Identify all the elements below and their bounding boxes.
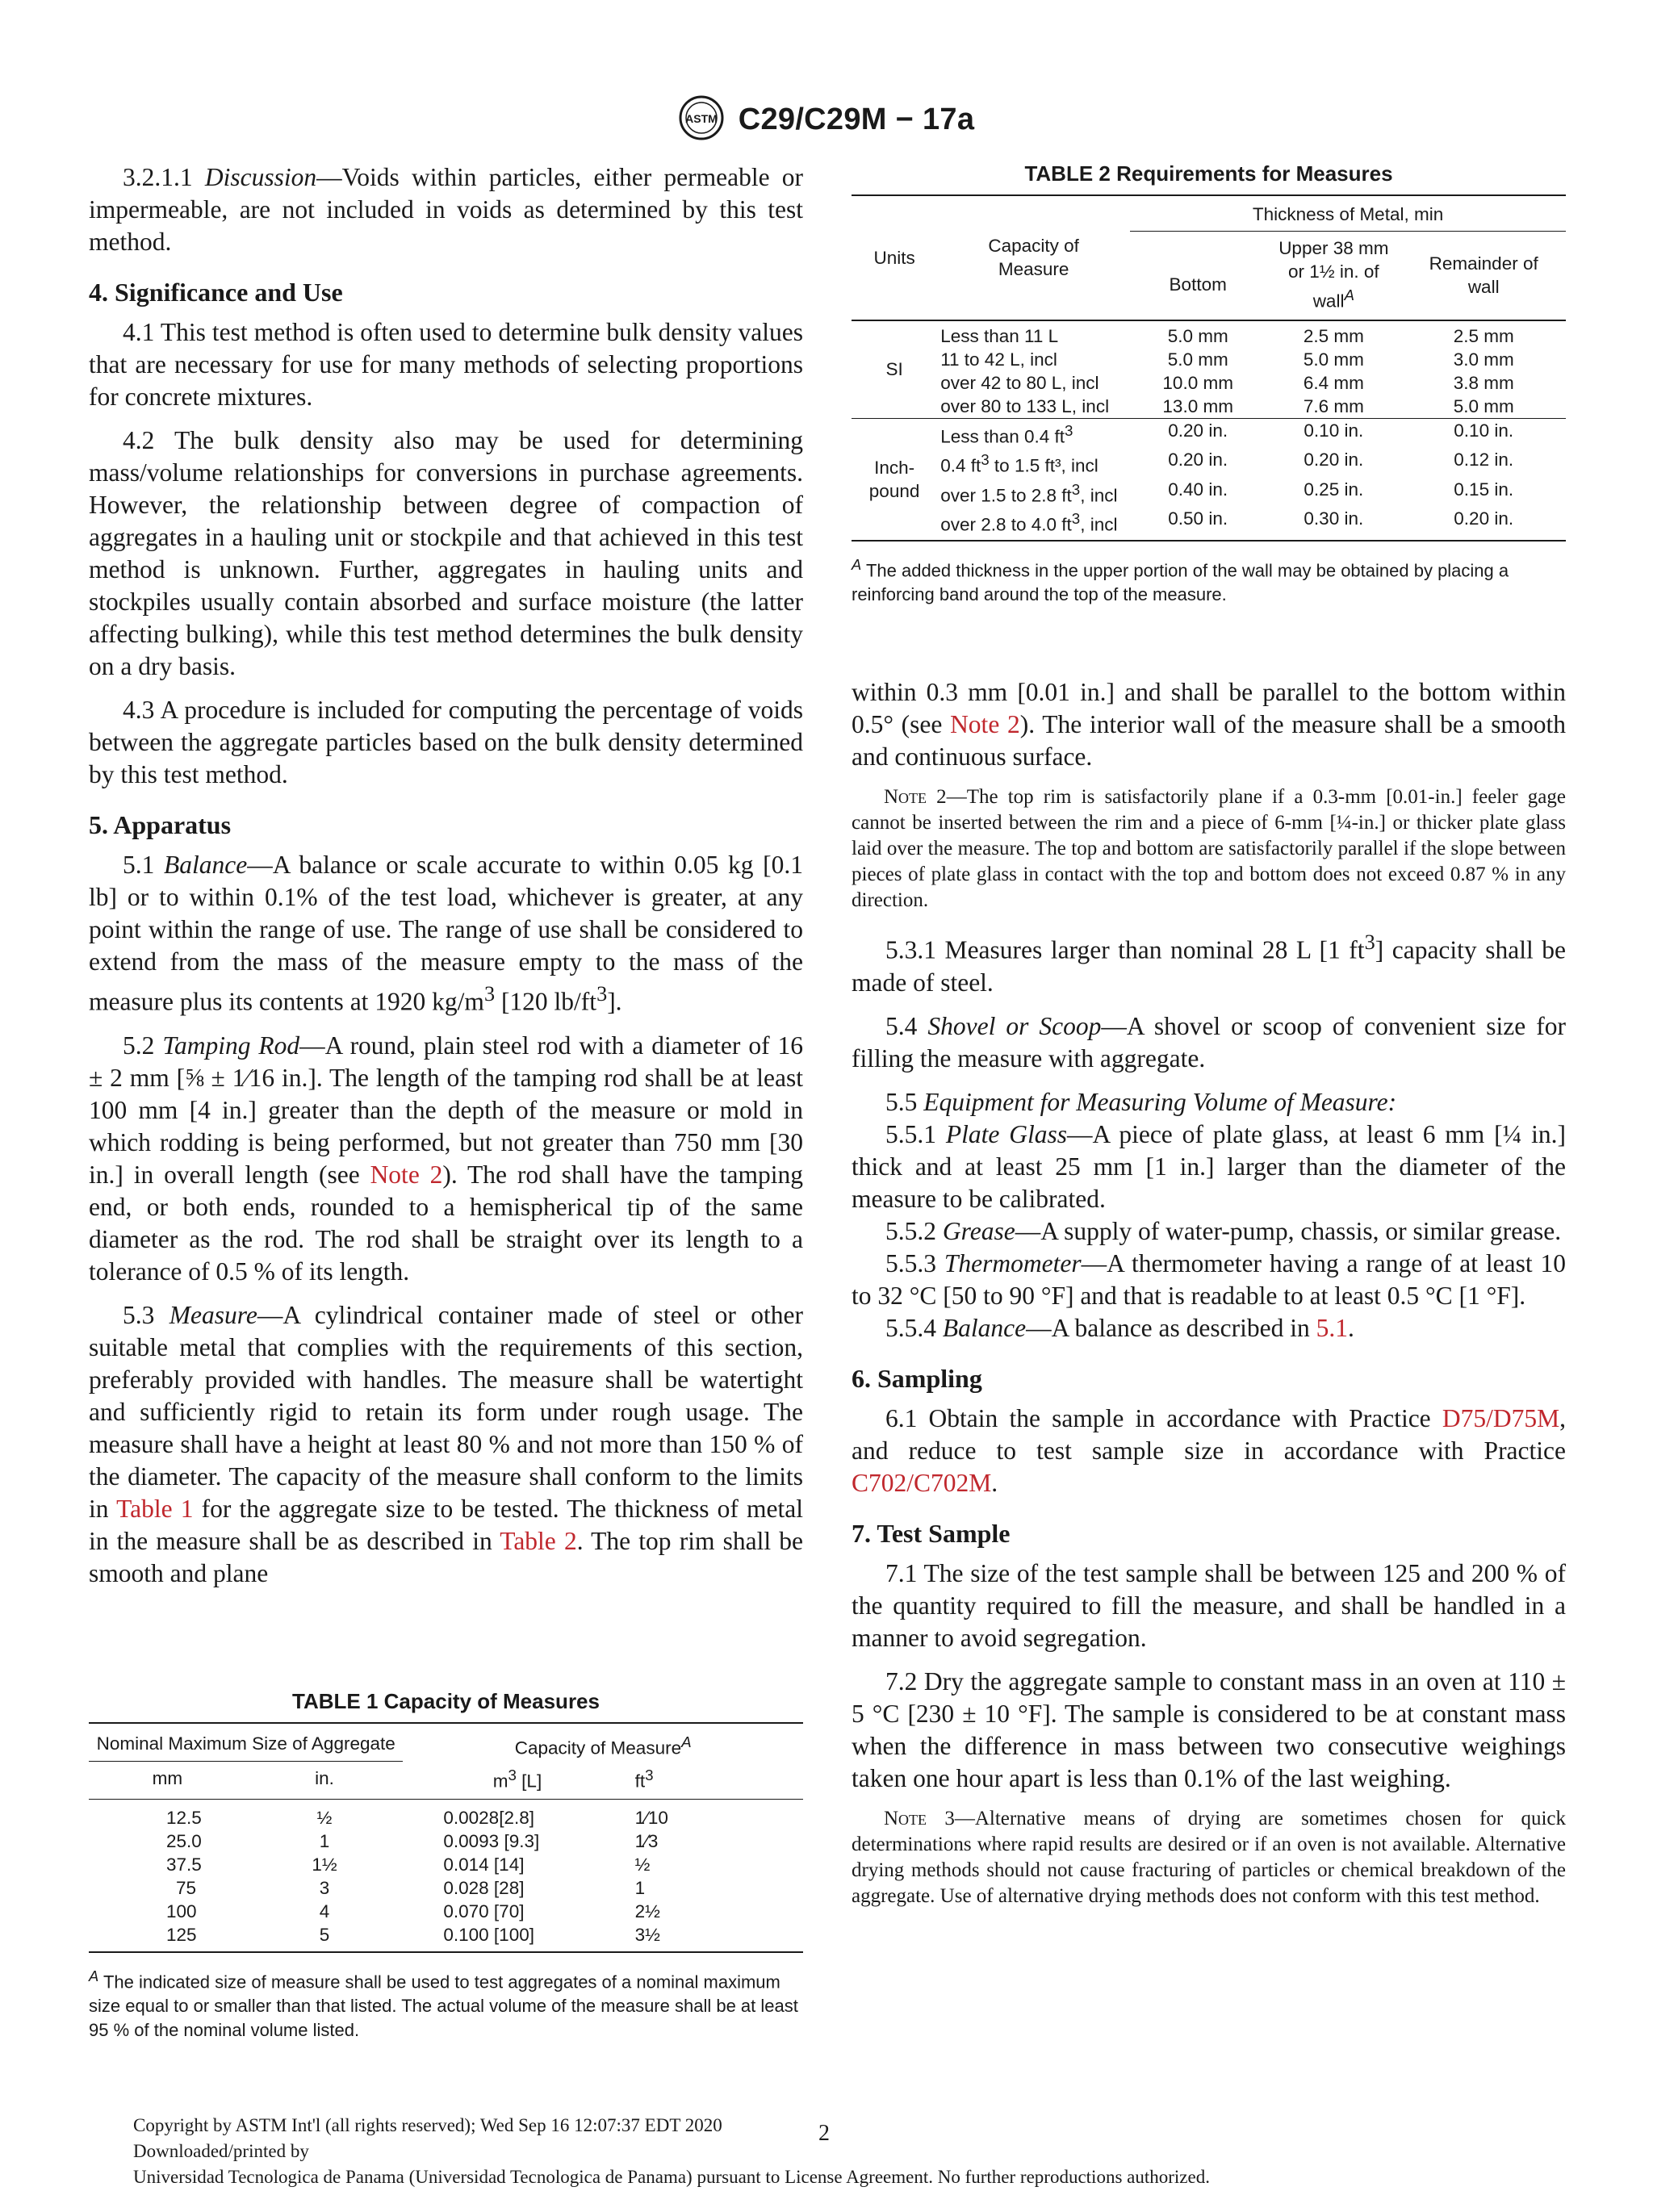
t2-head-upper: Upper 38 mm or 1½ in. of wall$^A$: [1278, 238, 1389, 312]
t1-sub-in: in.: [315, 1767, 334, 1788]
left-column: [89, 161, 803, 1590]
table-row: 0.4 $ft^3$ to 1.5 ft³, incl 0.20 in. 0.20 in. 0.12 in.: [940, 450, 1514, 476]
paragraph-7-1: 7.1 The size of the test sample shall be between 125 and 200 % of the quantity required to fill the measure, and shall be handled in a manner to avoid segregation.: [852, 1558, 1566, 1652]
paragraph-5-1: 5.1 Balance—A balance or scale accurate to within 0.05 kg [0.1 lb] or to within 0.1% of the test load, whichever is greater, at any point within the range of use. The range of use shall be considered to extend from the mass of the measure empty to the mass of the measure plus its contents at 1920 $kg/m^3$ [120 $lb/ft^3$].: [89, 851, 804, 1016]
t2-head-thickness: Thickness of Metal, min: [1130, 195, 1566, 232]
footer-line-1: Copyright by ASTM Int'l (all rights reserved); Wed Sep 16 12:07:37 EDT 2020: [133, 2115, 722, 2135]
table-row: 25.0 1 0.0093 [9.3] 1⁄3: [166, 1831, 659, 1851]
note-2: Note 2—The top rim is satisfactorily plane if a 0.3-mm [0.01-in.] feeler gage cannot be inserted between the rim and a piece of 6-mm [¼-in.] or thicker plate glass laid over the measure. The top and bottom are satisfactorily parallel if the slope between pieces of plate glass in contact with the top and bottom does not exceed 0.87 % in any direction.: [852, 786, 1566, 911]
document-designation: C29/C29M − 17a: [738, 102, 975, 136]
t1-body: [89, 1800, 803, 1953]
table-row: 37.5 1½ 0.014 [14] ½: [166, 1854, 651, 1875]
table-row: over 1.5 to 2.8 $ft^3$, incl 0.40 in. 0.25 in. 0.15 in.: [940, 479, 1514, 505]
t2-si-label: SI: [885, 359, 903, 379]
t1-sub-ft3: $ft^3$: [634, 1766, 654, 1791]
table-row: 100 4 0.070 [70] 2½: [166, 1901, 660, 1921]
paragraph-7-2: 7.2 Dry the aggregate sample to constant mass in an oven at 110 ± 5 °C [230 ± 10 °F]. The sample is considered to be at constant mass when the difference in mass between two consecutive weighings taken one hour apart is less than 0.1% of the last weighing.: [852, 1666, 1566, 1792]
t1-head-capacity: Capacity of Measure$^A$: [514, 1733, 692, 1758]
paragraph-5-5-3: 5.5.3 Thermometer—A thermometer having a range of at least 10 to 32 °C [50 to 90 °F] and that is readable to at least 0.5 °C [1 °F].: [852, 1248, 1566, 1310]
t2-head-remainder: Remainder of wall: [1429, 253, 1538, 298]
note-2-link-2[interactable]: Note 2: [950, 710, 1020, 738]
paragraph-4-2: 4.2 The bulk density also may be used for determining mass/volume relationships for conversions in purchase agreements. However, the relationship between degree of compaction of aggregates in a hauling unit or stockpile and that achieved in this test method is unknown. Further, aggregates in hauling units and stockpiles usually contain absorbed and surface moisture (the latter affecting bulking), while this test method determines the bulk density on a dry basis.: [89, 426, 803, 680]
note-2-link[interactable]: Note 2: [370, 1160, 443, 1189]
section-5-heading: 5. Apparatus: [89, 810, 232, 839]
paragraph-6-1: 6.1 Obtain the sample in accordance with Practice D75/D75M, and reduce to test sample size in accordance with Practice C702/C702M.: [852, 1403, 1566, 1497]
paragraph-5-5: 5.5 Equipment for Measuring Volume of Measure:: [885, 1087, 1397, 1116]
table-row: 125 5 0.100 [100] 3½: [166, 1925, 660, 1945]
section-7-heading: 7. Test Sample: [852, 1518, 1011, 1548]
t2-ip-label: Inch- pound: [868, 457, 920, 501]
t2-ip-group: [852, 418, 1566, 541]
paragraph-5-5-2: 5.5.2 Grease—A supply of water-pump, chassis, or similar grease.: [885, 1216, 1562, 1245]
paragraph-5-3: 5.3 Measure—A cylindrical container made of steel or other suitable metal that complies with the requirements of this section, preferably provided with handles. The measure shall be watertight and sufficiently rigid to retain its form under rough usage. The measure shall have a height at least 80 % and not more than 150 % of the diameter. The capacity of the measure shall conform to the limits in Table 1 for the aggregate size to be tested. The thickness of metal in the measure shall be as described in Table 2. The top rim shall be smooth and plane: [89, 1300, 804, 1587]
paragraph-5-5-1: 5.5.1 Plate Glass—A piece of plate glass, at least 6 mm [¼ in.] thick and at least 25 mm [1 in.] larger than the diameter of the measure to be calibrated.: [852, 1119, 1567, 1213]
table-2-caption: TABLE 2 Requirements for Measures: [1024, 161, 1393, 186]
table-2-link[interactable]: Table 2: [500, 1526, 577, 1555]
table-1-footnote: $^A$ The indicated size of measure shall be used to test aggregates of a nominal maximum size equal to or smaller than that listed. The actual volume of the measure shall be at least 95 % of the nominal volume listed.: [89, 1967, 798, 2041]
astm-logo-icon: [679, 95, 724, 144]
paragraph-4-3: 4.3 A procedure is included for computing the percentage of voids between the aggregate particles based on the bulk density determined by this test method.: [89, 696, 803, 788]
page-number: 2: [818, 2121, 830, 2146]
t2-si-group: [852, 320, 1566, 419]
section-4-heading: 4. Significance and Use: [89, 278, 343, 307]
table-row: over 80 to 133 L, incl 13.0 mm 7.6 mm 5.0 mm: [940, 395, 1514, 416]
t1-head-size: Nominal Maximum Size of Aggregate: [89, 1723, 403, 1762]
t2-head-capacity: Capacity of Measure: [988, 236, 1079, 280]
table-row: 11 to 42 L, incl 5.0 mm 5.0 mm 3.0 mm: [940, 349, 1514, 370]
logo-text: ASTM: [684, 112, 718, 125]
table-row: Inch- pound Less than 0.4 $ft^3$ 0.20 in. 0.10 in. 0.10 in.: [852, 418, 1566, 448]
t1-sub-mm: mm: [152, 1767, 183, 1788]
t2-head-units: Units: [873, 247, 915, 268]
table-row: 12.5 ½ 0.0028[2.8] 1⁄10: [166, 1808, 668, 1828]
table-row: SI Less than 11 L 5.0 mm 2.5 mm 2.5 mm: [852, 320, 1566, 348]
paragraph-5-4: 5.4 Shovel or Scoop—A shovel or scoop of convenient size for filling the measure with aggregate.: [852, 1011, 1567, 1073]
t1-sub-m3: $m^3$ [L]: [492, 1766, 542, 1791]
table-row: 75 3 0.028 [28] 1: [176, 1878, 646, 1898]
page-header: [0, 95, 1653, 144]
table-2-grid: [852, 194, 1566, 542]
paragraph-5-5-4: 5.5.4 Balance—A balance as described in 5.1.: [885, 1313, 1354, 1342]
table-1-link[interactable]: Table 1: [116, 1494, 194, 1523]
table-row: over 2.8 to 4.0 $ft^3$, incl 0.50 in. 0.30 in. 0.20 in.: [940, 508, 1514, 535]
table-2-footnote: $^A$ The added thickness in the upper portion of the wall may be obtained by placing a reinforcing band around the top of the measure.: [852, 555, 1509, 604]
note-3: Note 3—Alternative means of drying are sometimes chosen for quick determinations where rapid results are desired or if an oven is not available. Alternative drying methods should not cause fracturing of particles or chemical breakdown of the aggregate. Use of alternative drying methods does not conform with this test method.: [852, 1807, 1567, 1907]
footer-line-3: Universidad Tecnologica de Panama (Universidad Tecnologica de Panama) pursuant to License Agreement. No further reproductions authorized.: [133, 2167, 1210, 2187]
c702-link[interactable]: C702/C702M: [852, 1468, 992, 1497]
footer-line-2: Downloaded/printed by: [133, 2141, 309, 2161]
paragraph-5-3-1: 5.3.1 Measures larger than nominal 28 L [1 $ft^3$] capacity shall be made of steel.: [852, 930, 1566, 997]
paragraph-3-2-1-1: 3.2.1.1 Discussion—Voids within particles, either permeable or impermeable, are not included in voids as determined by this test method.: [89, 163, 803, 256]
table-2: [852, 161, 1566, 607]
d75-link[interactable]: D75/D75M: [1442, 1403, 1560, 1432]
t2-head-bottom: Bottom: [1169, 274, 1227, 295]
copyright-footer: [133, 2113, 1554, 2190]
section-6-heading: 6. Sampling: [852, 1363, 982, 1393]
table-1-caption: TABLE 1 Capacity of Measures: [292, 1689, 600, 1713]
paragraph-5-2: 5.2 Tamping Rod—A round, plain steel rod with a diameter of 16 ± 2 mm [⅝ ± 1⁄16 in.]. The length of the tamping rod shall be at least 100 mm [4 in.] greater than the depth of the measure or mold in which rodding is being performed, but not greater than 750 mm [30 in.] in overall length (see Note 2). The rod shall have the tamping end, or both ends, rounded to a hemispherical tip of the same diameter as the rod. The rod shall be straight over its length to a tolerance of 0.5 % of its length.: [89, 1031, 803, 1286]
table-1-grid: [89, 1722, 803, 1953]
table-row: over 42 to 80 L, incl 10.0 mm 6.4 mm 3.8 mm: [940, 372, 1514, 393]
right-column: [852, 676, 1566, 1922]
section-5-1-link[interactable]: 5.1: [1316, 1313, 1348, 1342]
paragraph-5-3-continued: within 0.3 mm [0.01 in.] and shall be parallel to the bottom within 0.5° (see Note 2). The interior wall of the measure shall be a smooth and continuous surface.: [852, 678, 1566, 771]
table-1: [89, 1689, 803, 2043]
paragraph-4-1: 4.1 This test method is often used to determine bulk density values that are necessary for use for many methods of selecting proportions for concrete mixtures.: [89, 318, 803, 411]
